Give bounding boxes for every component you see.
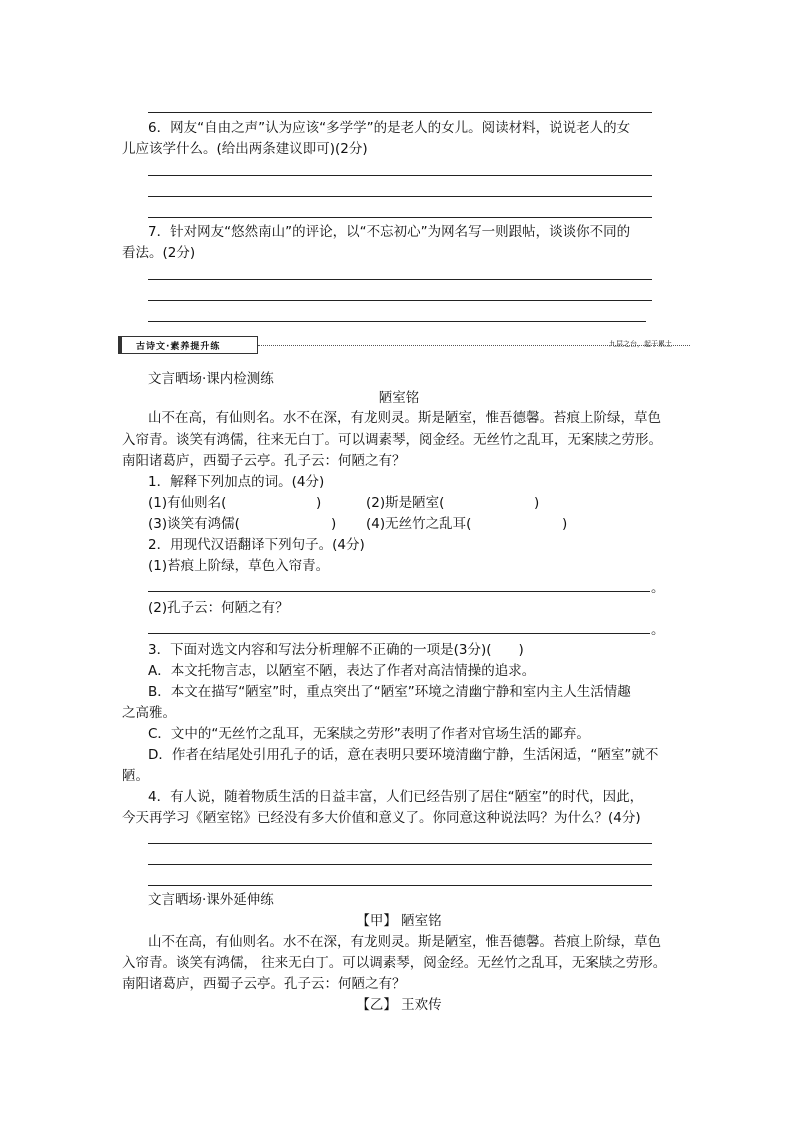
q1-stem: 1．解释下列加点的词。(4分) bbox=[148, 474, 325, 490]
answer-line[interactable] bbox=[148, 591, 650, 592]
q1-item-4: (4)无丝竹之乱耳( bbox=[366, 516, 472, 532]
q1-item-3: (3)谈笑有鸿儒( bbox=[148, 516, 240, 532]
q3-option-d-line-2: 陋。 bbox=[122, 768, 149, 784]
question-6-line-1: 6．网友“自由之声”认为应该“多学学”的是老人的女儿。阅读材料，说说老人的女 bbox=[148, 120, 631, 136]
answer-line[interactable] bbox=[148, 279, 652, 280]
q1-item-2-close[interactable]: ) bbox=[534, 495, 540, 511]
jia-passage-line-1: 山不在高，有仙则名。水不在深，有龙则灵。斯是陋室，惟吾德馨。苔痕上阶绿，草色 bbox=[148, 934, 661, 950]
passage-line-3: 南阳诸葛庐，西蜀子云亭。孔子云：何陋之有？ bbox=[122, 453, 406, 469]
q1-item-1: (1)有仙则名( bbox=[148, 495, 227, 511]
q3-stem: 3．下面对选文内容和写法分析理解不正确的一项是(3分)( ) bbox=[148, 642, 524, 658]
passage-line-2: 入帘青。谈笑有鸿儒，往来无白丁。可以调素琴，阅金经。无丝竹之乱耳，无案牍之劳形。 bbox=[122, 432, 662, 448]
section-2-heading: 文言晒场·课外延伸练 bbox=[148, 892, 274, 908]
question-7-line-2: 看法。(2分) bbox=[122, 245, 196, 261]
answer-line[interactable] bbox=[148, 175, 652, 176]
banner-motto: 九层之台，起于累土 bbox=[609, 340, 672, 348]
question-6-line-2: 儿应该学什么。(给出两条建议即可)(2分) bbox=[122, 141, 368, 157]
jia-passage-line-2: 入帘青。谈笑有鸿儒， 往来无白丁。可以调素琴，阅金经。无丝竹之乱耳，无案牍之劳形。 bbox=[122, 955, 667, 971]
q1-item-3-close[interactable]: ) bbox=[331, 516, 337, 532]
banner-label-box bbox=[118, 336, 258, 354]
q4-line-2: 今天再学习《陋室铭》已经没有多大价值和意义了。你同意这种说法吗？为什么？(4分) bbox=[122, 810, 641, 826]
q3-option-b-line-2: 之高雅。 bbox=[122, 705, 176, 721]
section-1-heading: 文言晒场·课内检测练 bbox=[148, 371, 274, 387]
answer-line[interactable] bbox=[148, 864, 652, 865]
section-banner bbox=[118, 336, 672, 356]
q1-item-1-close[interactable]: ) bbox=[316, 495, 322, 511]
answer-line[interactable] bbox=[148, 321, 646, 322]
q3-option-b-line-1[interactable]: B．本文在描写“陋室”时，重点突出了“陋室”环境之清幽宁静和室内主人生活情趣 bbox=[148, 684, 631, 700]
passage-line-1: 山不在高，有仙则名。水不在深，有龙则灵。斯是陋室，惟吾德馨。苔痕上阶绿，草色 bbox=[148, 410, 661, 426]
section-1-title: 陋室铭 bbox=[378, 390, 420, 406]
q1-item-2: (2)斯是陋室( bbox=[366, 495, 445, 511]
q2-stem: 2．用现代汉语翻译下列句子。(4分) bbox=[148, 537, 365, 553]
q2-line-end-2: 。 bbox=[651, 622, 665, 638]
answer-line[interactable] bbox=[148, 196, 652, 197]
section-2-yi-title: 【乙】 王欢传 bbox=[356, 997, 442, 1013]
q2-sentence-2: (2)孔子云：何陋之有？ bbox=[148, 600, 289, 616]
answer-line[interactable] bbox=[148, 885, 652, 886]
answer-line[interactable] bbox=[148, 633, 650, 634]
q3-option-c[interactable]: C．文中的“无丝竹之乱耳，无案牍之劳形”表明了作者对官场生活的鄙弃。 bbox=[148, 726, 590, 742]
q3-option-a[interactable]: A．本文托物言志，以陋室不陋，表达了作者对高洁情操的追求。 bbox=[148, 663, 536, 679]
section-2-jia-title: 【甲】 陋室铭 bbox=[356, 913, 442, 929]
answer-line[interactable] bbox=[148, 300, 652, 301]
q1-item-4-close[interactable]: ) bbox=[562, 516, 568, 532]
answer-line[interactable] bbox=[148, 217, 652, 218]
answer-line[interactable] bbox=[148, 112, 652, 113]
answer-line[interactable] bbox=[148, 843, 652, 844]
q2-line-end-1: 。 bbox=[651, 580, 665, 596]
jia-passage-line-3: 南阳诸葛庐，西蜀子云亭。孔子云：何陋之有？ bbox=[122, 976, 406, 992]
q3-option-d-line-1[interactable]: D．作者在结尾处引用孔子的话，意在表明只要环境清幽宁静，生活闲适，“陋室”就不 bbox=[148, 747, 659, 763]
question-7-line-1: 7．针对网友“悠然南山”的评论，以“不忘初心”为网名写一则跟帖，谈谈你不同的 bbox=[148, 224, 631, 240]
banner-label: 古诗文·素养提升练 bbox=[136, 342, 221, 352]
q4-line-1: 4．有人说，随着物质生活的日益丰富，人们已经告别了居住“陋室”的时代，因此， bbox=[148, 789, 644, 805]
q2-sentence-1: (1)苔痕上阶绿，草色入帘青。 bbox=[148, 558, 330, 574]
